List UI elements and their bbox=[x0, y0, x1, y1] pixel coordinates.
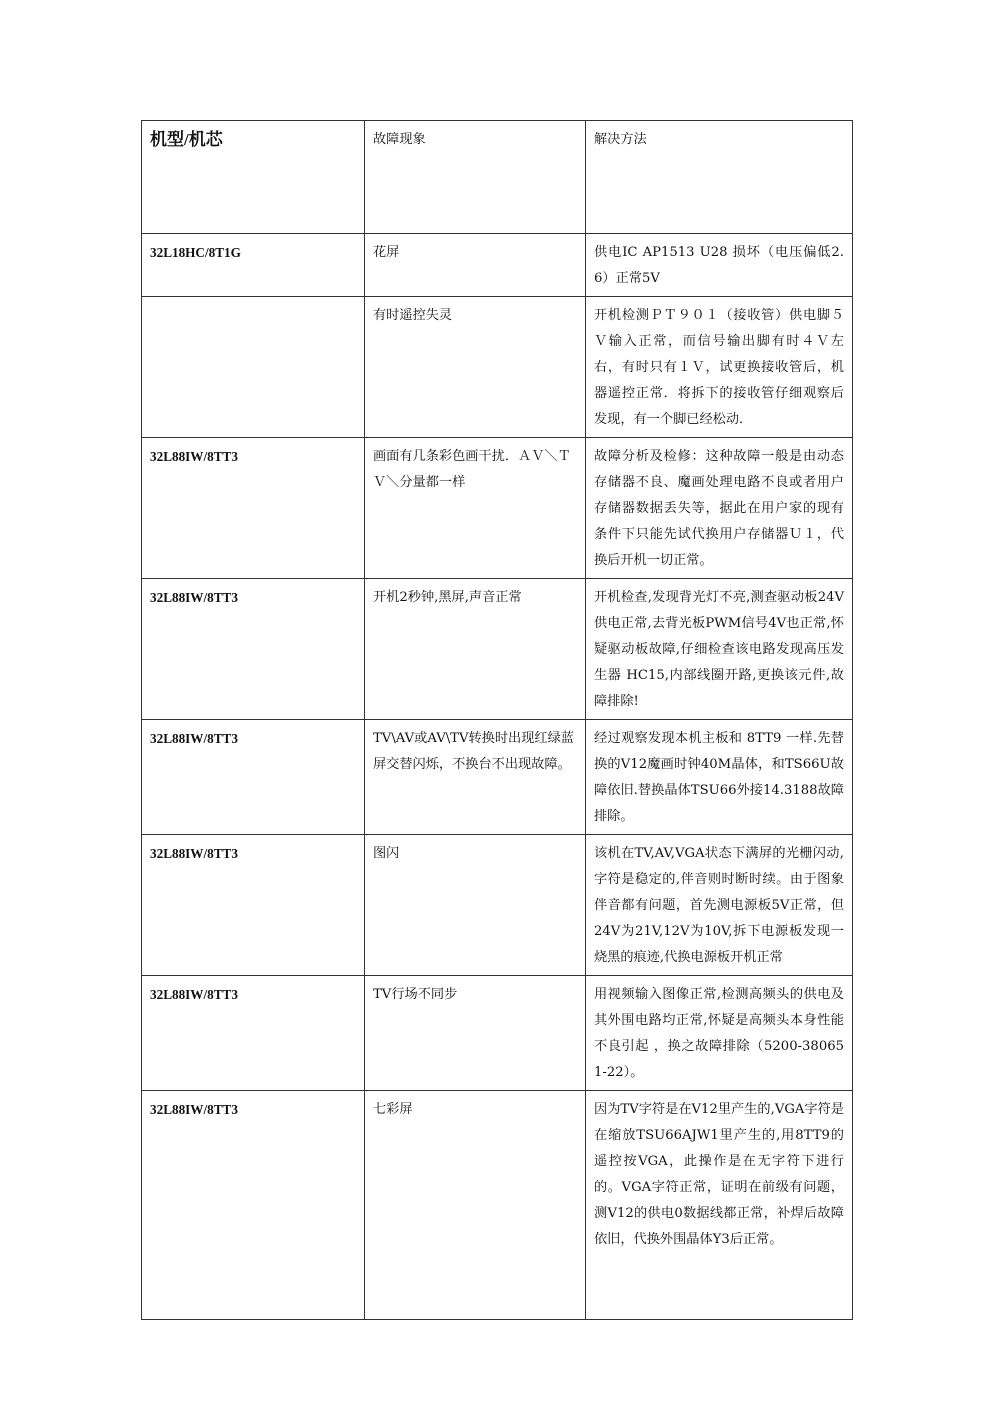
table-row bbox=[142, 438, 853, 579]
solution-cell: 故障分析及检修：这种故障一般是由动态存储器不良、魔画处理电路不良或者用户存储器数据丢失等，据此在用户家的现有条件下只能先试代换用户存储器Ｕ１，代换后开机一切正常。 bbox=[586, 438, 853, 579]
solution-cell: 用视频输入图像正常,检测高频头的供电及其外围电路均正常,怀疑是高频头本身性能不良引起 ，换之故障排除（5200-380651-22）。 bbox=[586, 976, 853, 1091]
table-row bbox=[142, 720, 853, 835]
header-model: 机型/机芯 bbox=[142, 121, 365, 234]
solution-cell: 开机检测ＰＴ９０１（接收管）供电脚５Ｖ输入正常，而信号输出脚有时４Ｖ左右，有时只有１Ｖ，试更换接收管后，机器遥控正常．将拆下的接收管仔细观察后发现，有一个脚已经松动． bbox=[586, 297, 853, 438]
fault-table bbox=[141, 120, 853, 1320]
model-cell: 32L88IW/8TT3 bbox=[142, 720, 365, 835]
symptom-cell: TV行场不同步 bbox=[365, 976, 586, 1091]
solution-cell: 经过观察发现本机主板和 8TT9 一样.先替换的V12魔画时钟40M晶体，和TS66U故障依旧.替换晶体TSU66外接14.3188故障排除。 bbox=[586, 720, 853, 835]
table-row bbox=[142, 579, 853, 720]
table-row bbox=[142, 1091, 853, 1320]
solution-cell: 该机在TV,AV,VGA状态下满屏的光栅闪动,字符是稳定的,伴音则时断时续。由于图象伴音都有问题，首先测电源板5V正常，但24V为21V,12V为10V,拆下电源板发现一烧黑的痕迹,代换电源板开机正常 bbox=[586, 835, 853, 976]
solution-cell: 供电IC AP1513 U28 损坏（电压偏低2.6）正常5V bbox=[586, 234, 853, 297]
table-row bbox=[142, 234, 853, 297]
model-cell: 32L88IW/8TT3 bbox=[142, 579, 365, 720]
model-cell: 32L88IW/8TT3 bbox=[142, 835, 365, 976]
model-cell bbox=[142, 297, 365, 438]
solution-cell: 因为TV字符是在V12里产生的,VGA字符是在缩放TSU66AJW1里产生的,用8TT9的遥控按VGA，此操作是在无字符下进行的。VGA字符正常，证明在前级有问题，测V12的供电0数据线都正常，补焊后故障依旧，代换外围晶体Y3后正常。 bbox=[586, 1091, 853, 1320]
solution-cell: 开机检查,发现背光灯不亮,测查驱动板24V供电正常,去背光板PWM信号4V也正常,怀疑驱动板故障,仔细检查该电路发现高压发生器 HC15,内部线圈开路,更换该元件,故障排除! bbox=[586, 579, 853, 720]
model-cell: 32L88IW/8TT3 bbox=[142, 976, 365, 1091]
header-solution: 解决方法 bbox=[586, 121, 853, 234]
symptom-cell: 有时遥控失灵 bbox=[365, 297, 586, 438]
model-cell: 32L88IW/8TT3 bbox=[142, 438, 365, 579]
model-cell: 32L88IW/8TT3 bbox=[142, 1091, 365, 1320]
symptom-cell: 开机2秒钟,黑屏,声音正常 bbox=[365, 579, 586, 720]
header-symptom: 故障现象 bbox=[365, 121, 586, 234]
model-cell: 32L18HC/8T1G bbox=[142, 234, 365, 297]
symptom-cell: 七彩屏 bbox=[365, 1091, 586, 1320]
table-row bbox=[142, 976, 853, 1091]
symptom-cell: 花屏 bbox=[365, 234, 586, 297]
table-header-row bbox=[142, 121, 853, 234]
symptom-cell: 图闪 bbox=[365, 835, 586, 976]
symptom-cell: 画面有几条彩色画干扰．ＡＶ＼ＴＶ＼分量都一样 bbox=[365, 438, 586, 579]
table-row bbox=[142, 297, 853, 438]
symptom-cell: TV\AV或AV\TV转换时出现红绿蓝屏交替闪烁，不换台不出现故障。 bbox=[365, 720, 586, 835]
table-row bbox=[142, 835, 853, 976]
